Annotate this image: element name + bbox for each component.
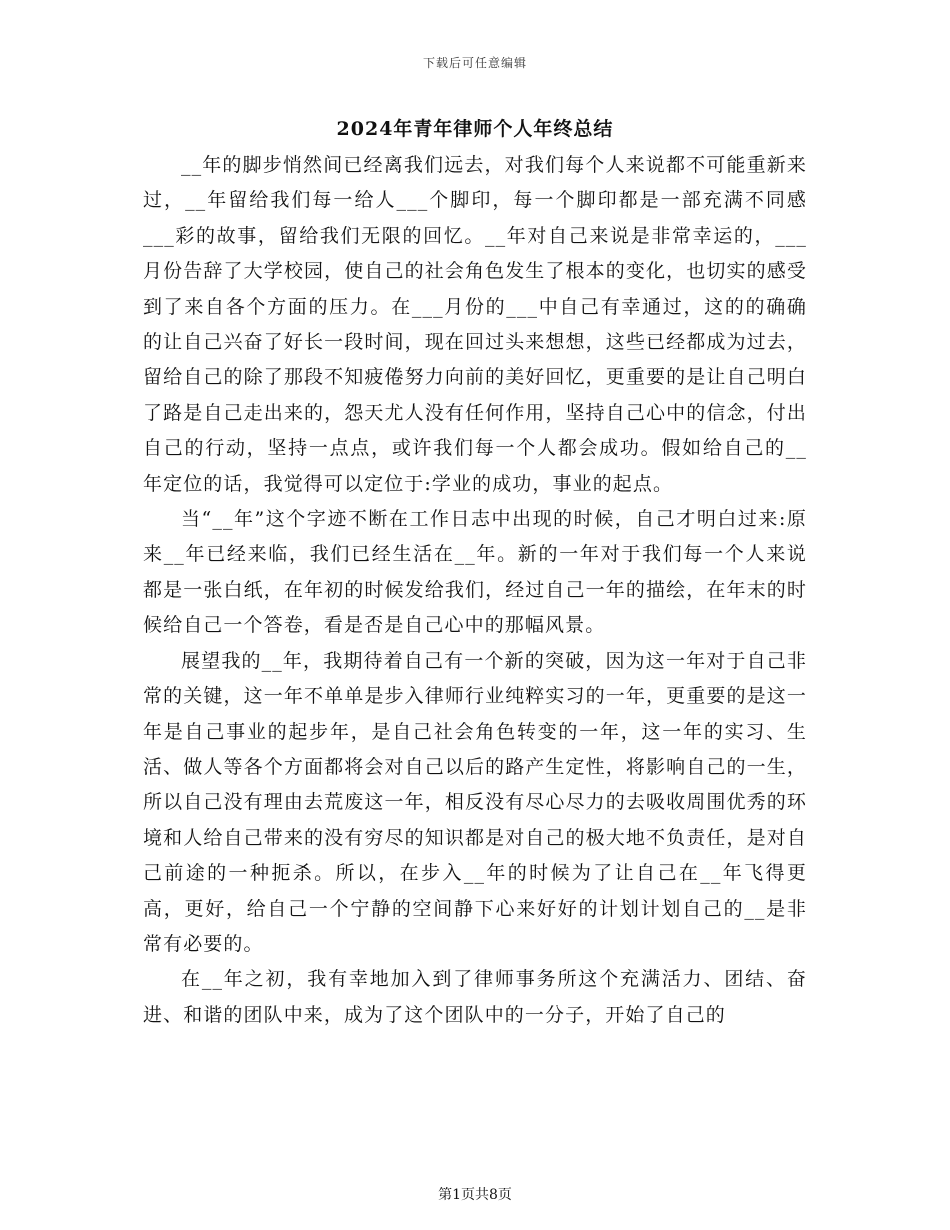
document-body bbox=[143, 148, 807, 1033]
header-note: 下载后可任意编辑 bbox=[422, 56, 527, 70]
paragraph-2: 当“__年”这个字迹不断在工作日志中出现的时候，自己才明白过来:原来__年已经来临，我们已经生活在__年。新的一年对于我们每一个人来说都是一张白纸，在年初的时候发给我们，经过自己一年的描绘，在年末的时候给自己一个答卷，看是否是自己心中的那幅风景。 bbox=[143, 508, 807, 637]
paragraph-4: 在__年之初，我有幸地加入到了律师事务所这个充满活力、团结、奋进、和谐的团队中来，成为了这个团队中的一分子，开始了自己的 bbox=[143, 968, 807, 1026]
paragraph-1: __年的脚步悄然间已经离我们远去，对我们每个人来说都不可能重新来过，__年留给我们每一给人___个脚印，每一个脚印都是一部充满不同感___彩的故事，留给我们无限的回忆。__年对自己来说是非常幸运的，___月份告辞了大学校园，使自己的社会角色发生了根本的变化，也切实的感受到了来自各个方面的压力。在___月份的___中自己有幸通过，这的的确确的让自己兴奋了好长一段时间，现在回过头来想想，这些已经都成为过去，留给自己的除了那段不知疲倦努力向前的美好回忆，更重要的是让自己明白了路是自己走出来的，怨天尤人没有任何作用，坚持自己心中的信念，付出自己的行动，坚持一点点，或许我们每一个人都会成功。假如给自己的__年定位的话，我觉得可以定位于:学业的成功，事业的起点。 bbox=[143, 154, 807, 495]
paragraph-3: 展望我的__年，我期待着自己有一个新的突破，因为这一年对于自己非常的关键，这一年不单单是步入律师行业纯粹实习的一年，更重要的是这一年是自己事业的起步年，是自己社会角色转变的一年，这一年的实习、生活、做人等各个方面都将会对自己以后的路产生定性，将影响自己的一生，所以自己没有理由去荒废这一年，相反没有尽心尽力的去吸收周围优秀的环境和人给自己带来的没有穷尽的知识都是对自己的极大地不负责任，是对自己前途的一种扼杀。所以，在步入__年的时候为了让自己在__年飞得更高，更好，给自己一个宁静的空间静下心来好好的计划计划自己的__是非常有必要的。 bbox=[143, 649, 807, 955]
page-number: 第1页共8页 bbox=[438, 1187, 512, 1203]
document-title: 2024年青年律师个人年终总结 bbox=[336, 118, 614, 140]
